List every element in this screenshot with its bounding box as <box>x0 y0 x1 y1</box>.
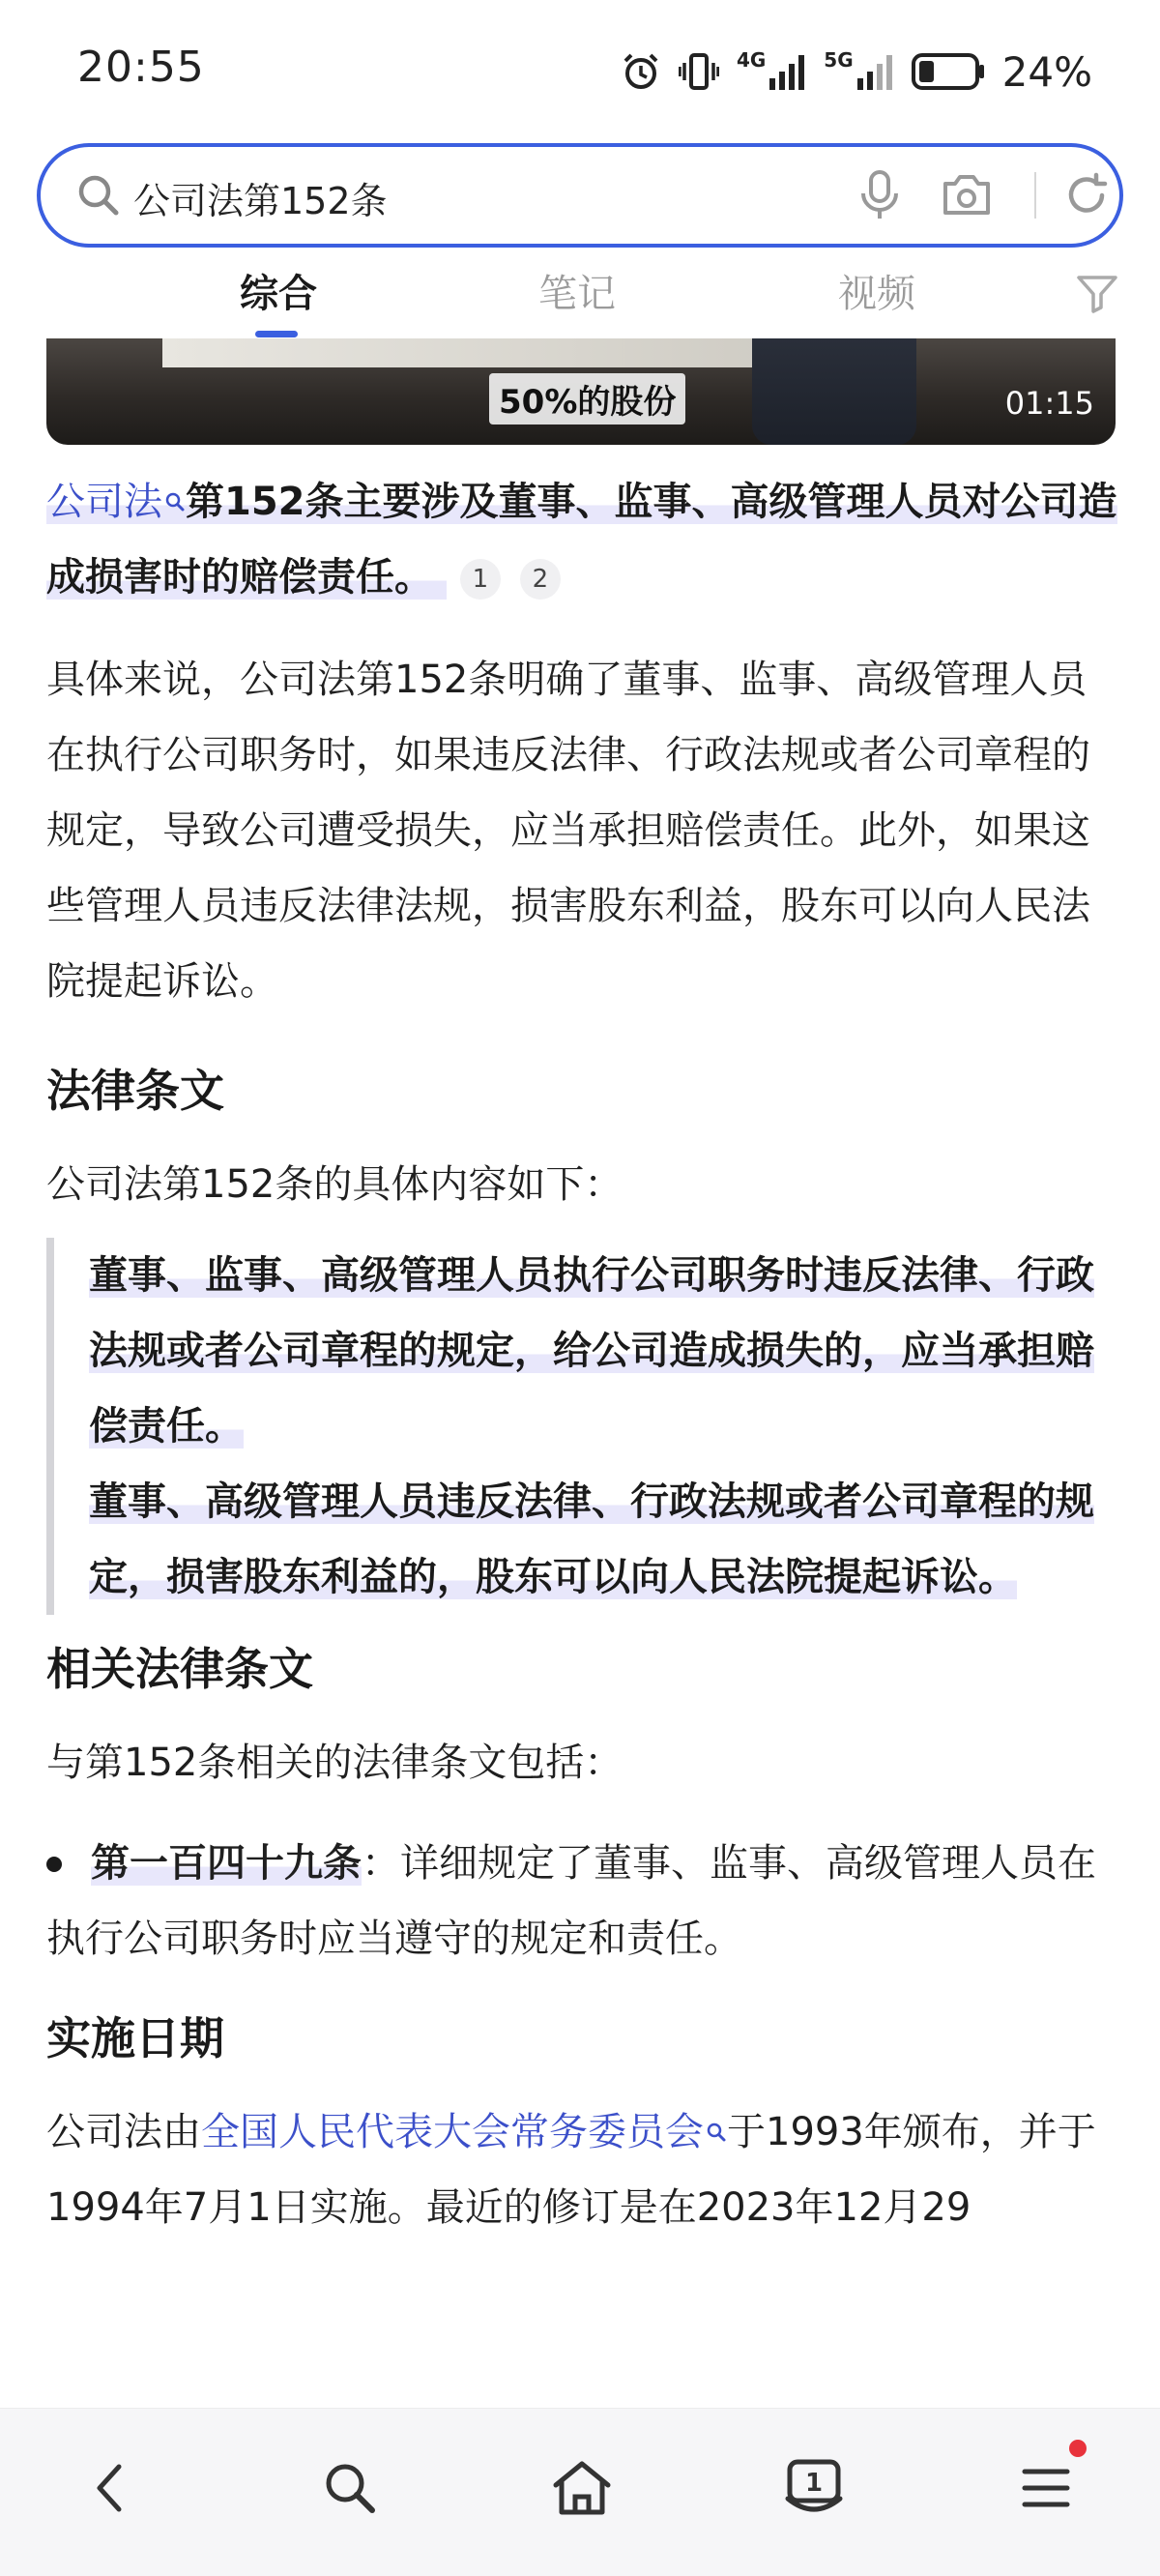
video-duration: 01:15 <box>1004 385 1094 422</box>
section-heading-effective-date: 实施日期 <box>46 2012 224 2064</box>
bullet-1-text: ：详细规定了董事、监事、高级管理人员在执行公司职务时应当遵守的规定和责任。 <box>46 1841 1096 1961</box>
paragraph-3-suffix: 于1993年颁布，并于1994年7月1日实施。最近的修订是在2023年12月29 <box>46 2110 1096 2230</box>
battery-percent: 24% <box>1001 47 1092 96</box>
bottom-navigation <box>0 2408 1160 2576</box>
article <box>46 464 1121 2245</box>
status-icons <box>621 43 1092 101</box>
lead-link[interactable]: 公司法 <box>46 480 162 524</box>
search-divider <box>1034 172 1036 219</box>
section-heading-legal-text: 法律条文 <box>46 1065 224 1117</box>
network-1-label: 4G <box>736 48 767 72</box>
paragraph-3-prefix: 公司法由 <box>46 2110 201 2154</box>
search-bar[interactable] <box>37 143 1123 248</box>
section-1-intro: 公司法第152条的具体内容如下： <box>46 1162 624 1207</box>
refresh-icon[interactable] <box>1059 168 1114 226</box>
filter-icon[interactable] <box>1075 271 1119 319</box>
paragraph-3 <box>46 2094 1121 2245</box>
alarm-icon <box>621 51 661 92</box>
status-time: 20:55 <box>77 43 205 92</box>
camera-icon[interactable] <box>940 170 994 224</box>
tab-notes[interactable]: 笔记 <box>538 272 616 316</box>
tab-comprehensive[interactable]: 综合 <box>240 272 317 316</box>
tabs-icon[interactable] <box>775 2449 853 2527</box>
search-input[interactable] <box>133 172 810 222</box>
video-thumbnail[interactable] <box>46 338 1116 445</box>
search-icon <box>73 170 124 224</box>
video-board <box>162 338 781 367</box>
battery-icon <box>912 52 985 91</box>
back-icon[interactable] <box>73 2449 151 2527</box>
mic-icon[interactable] <box>855 168 905 226</box>
tab-videos[interactable]: 视频 <box>838 272 915 316</box>
quote-paragraph-1: 董事、监事、高级管理人员执行公司职务时违反法律、行政法规或者公司章程的规定，给公司造成损失的，应当承担赔偿责任。 <box>89 1253 1094 1449</box>
video-person <box>752 338 916 445</box>
network-2-label: 5G <box>824 48 854 72</box>
video-caption: 50%的股份 <box>489 373 685 424</box>
section-2-intro: 与第152条相关的法律条文包括： <box>46 1741 624 1785</box>
paragraph-1: 具体来说，公司法第152条明确了董事、监事、高级管理人员在执行公司职务时，如果违反法律、行政法规或者公司章程的规定，导致公司遭受损失，应当承担赔偿责任。此外，如果这些管理人员违反法律法规，损害股东利益，股东可以向人民法院提起诉讼。 <box>46 658 1090 1004</box>
citation-2[interactable]: 2 <box>520 559 561 600</box>
tabs-count: 1 <box>804 2469 824 2498</box>
result-tabs <box>0 253 1160 338</box>
list-item <box>46 1826 1121 1976</box>
lens-icon <box>164 464 186 540</box>
nav-search-icon[interactable] <box>311 2449 389 2527</box>
notification-dot <box>1069 2440 1087 2457</box>
npc-link[interactable]: 全国人民代表大会常务委员会 <box>201 2110 704 2154</box>
quote-paragraph-2: 董事、高级管理人员违反法律、行政法规或者公司章程的规定，损害股东利益的，股东可以向人民法院提起诉讼。 <box>89 1479 1094 1599</box>
home-icon[interactable] <box>543 2449 621 2527</box>
signal-5g-icon <box>824 48 893 90</box>
quote-block <box>46 1238 1121 1615</box>
bullet-1-title: 第一百四十九条 <box>91 1841 362 1886</box>
active-tab-indicator <box>255 331 298 337</box>
status-bar <box>0 0 1160 143</box>
menu-icon[interactable] <box>1007 2449 1085 2527</box>
signal-4g-icon <box>736 48 806 90</box>
lens-icon <box>706 2094 727 2170</box>
answer-lead <box>46 464 1121 615</box>
section-heading-related: 相关法律条文 <box>46 1643 313 1695</box>
citation-1[interactable]: 1 <box>460 559 501 600</box>
lead-text: 第152条主要涉及董事、监事、高级管理人员对公司造成损害时的赔偿责任。 <box>46 480 1117 600</box>
vibrate-icon <box>679 51 719 92</box>
